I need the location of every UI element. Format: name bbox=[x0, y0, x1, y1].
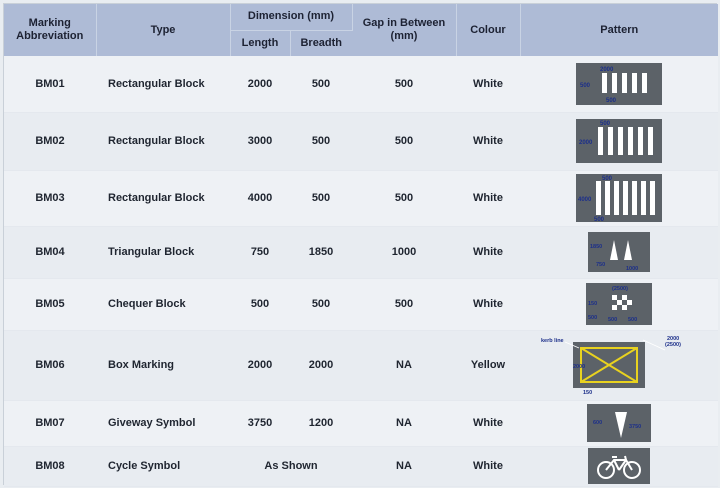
length-cell: 750 bbox=[230, 226, 290, 278]
dim-label: 600 bbox=[593, 420, 603, 426]
dim-label: 500 bbox=[588, 315, 598, 321]
length-cell: 3000 bbox=[230, 112, 290, 170]
abbr-cell: BM02 bbox=[4, 112, 96, 170]
header-colour: Colour bbox=[456, 4, 520, 56]
colour-cell: White bbox=[456, 226, 520, 278]
gap-cell: 500 bbox=[352, 170, 456, 226]
header-breadth: Breadth bbox=[290, 30, 352, 56]
dim-label: 500 bbox=[628, 317, 638, 323]
length-cell: 3750 bbox=[230, 400, 290, 446]
type-cell: Triangular Block bbox=[96, 226, 230, 278]
dim-label: 2000 bbox=[667, 336, 680, 342]
colour-cell: Yellow bbox=[456, 330, 520, 400]
header-dimension: Dimension (mm) bbox=[230, 4, 352, 30]
pattern-cell bbox=[520, 446, 718, 486]
pattern-cell bbox=[520, 400, 718, 446]
colour-cell: White bbox=[456, 56, 520, 112]
dim-label: 3750 bbox=[629, 424, 642, 430]
dim-label: 1000 bbox=[626, 266, 639, 272]
table-row bbox=[4, 278, 718, 330]
dim-label: 500 bbox=[608, 317, 618, 323]
dim-label: 150 bbox=[583, 390, 593, 396]
breadth-cell: 2000 bbox=[290, 330, 352, 400]
rectangular-block-5-pattern-icon bbox=[576, 63, 662, 105]
pattern-cell bbox=[520, 112, 718, 170]
colour-cell: White bbox=[456, 400, 520, 446]
kerb-line-label: kerb line bbox=[541, 338, 564, 344]
dim-label: 750 bbox=[596, 262, 606, 268]
gap-cell: NA bbox=[352, 400, 456, 446]
dim-label: 150 bbox=[588, 301, 598, 307]
length-cell: 2000 bbox=[230, 56, 290, 112]
breadth-cell: 500 bbox=[290, 170, 352, 226]
table-row bbox=[4, 446, 718, 486]
pattern-cell bbox=[520, 170, 718, 226]
abbr-cell: BM01 bbox=[4, 56, 96, 112]
road-marking-table bbox=[4, 4, 718, 487]
header-length: Length bbox=[230, 30, 290, 56]
dim-label: 500 bbox=[580, 82, 591, 89]
dimension-as-shown-cell: As Shown bbox=[230, 446, 352, 486]
dim-label: 2000 bbox=[600, 66, 614, 73]
colour-cell: White bbox=[456, 446, 520, 486]
pattern-cell bbox=[520, 278, 718, 330]
type-cell: Cycle Symbol bbox=[96, 446, 230, 486]
colour-cell: White bbox=[456, 278, 520, 330]
dim-label: (2500) bbox=[665, 342, 681, 348]
breadth-cell: 500 bbox=[290, 278, 352, 330]
colour-cell: White bbox=[456, 112, 520, 170]
dim-label: 2000 bbox=[579, 140, 593, 146]
table-row bbox=[4, 170, 718, 226]
triangular-block-pattern-icon bbox=[588, 232, 650, 272]
breadth-cell: 500 bbox=[290, 56, 352, 112]
breadth-cell: 1850 bbox=[290, 226, 352, 278]
table-row bbox=[4, 226, 718, 278]
type-cell: Rectangular Block bbox=[96, 170, 230, 226]
dim-label: 500 bbox=[600, 121, 611, 127]
length-cell: 500 bbox=[230, 278, 290, 330]
marking-table-sheet bbox=[3, 3, 717, 485]
abbr-cell: BM05 bbox=[4, 278, 96, 330]
table-row bbox=[4, 112, 718, 170]
gap-cell: 500 bbox=[352, 278, 456, 330]
type-cell: Rectangular Block bbox=[96, 56, 230, 112]
table-row bbox=[4, 400, 718, 446]
pattern-cell bbox=[520, 226, 718, 278]
dim-label: 500 bbox=[606, 97, 617, 104]
type-cell: Giveway Symbol bbox=[96, 400, 230, 446]
abbr-cell: BM08 bbox=[4, 446, 96, 486]
rectangular-block-6-pattern-icon bbox=[576, 119, 662, 163]
header-pattern: Pattern bbox=[520, 4, 718, 56]
header-type: Type bbox=[96, 4, 230, 56]
table-row bbox=[4, 56, 718, 112]
type-cell: Chequer Block bbox=[96, 278, 230, 330]
gap-cell: 500 bbox=[352, 56, 456, 112]
chequer-block-pattern-icon bbox=[586, 283, 652, 325]
dim-label: (2500) bbox=[612, 286, 628, 292]
type-cell: Rectangular Block bbox=[96, 112, 230, 170]
dim-label: 4000 bbox=[578, 197, 592, 203]
breadth-cell: 500 bbox=[290, 112, 352, 170]
box-marking-pattern-icon bbox=[539, 334, 699, 396]
length-cell: 2000 bbox=[230, 330, 290, 400]
pattern-cell bbox=[520, 330, 718, 400]
gap-cell: NA bbox=[352, 330, 456, 400]
type-cell: Box Marking bbox=[96, 330, 230, 400]
length-cell: 4000 bbox=[230, 170, 290, 226]
gap-cell: 1000 bbox=[352, 226, 456, 278]
abbr-cell: BM04 bbox=[4, 226, 96, 278]
abbr-cell: BM06 bbox=[4, 330, 96, 400]
header-gap: Gap in Between (mm) bbox=[352, 4, 456, 56]
breadth-cell: 1200 bbox=[290, 400, 352, 446]
dim-label: 500 bbox=[602, 176, 613, 182]
table-row bbox=[4, 330, 718, 400]
dim-label: 1850 bbox=[590, 244, 603, 250]
cycle-symbol-pattern-icon bbox=[588, 448, 650, 484]
header-abbreviation: Marking Abbreviation bbox=[4, 4, 96, 56]
pattern-cell bbox=[520, 56, 718, 112]
gap-cell: NA bbox=[352, 446, 456, 486]
dim-label: 500 bbox=[594, 217, 605, 222]
dim-label: 2000 bbox=[573, 364, 586, 370]
giveway-symbol-pattern-icon bbox=[587, 404, 651, 442]
colour-cell: White bbox=[456, 170, 520, 226]
abbr-cell: BM03 bbox=[4, 170, 96, 226]
abbr-cell: BM07 bbox=[4, 400, 96, 446]
gap-cell: 500 bbox=[352, 112, 456, 170]
rectangular-block-7-pattern-icon bbox=[576, 174, 662, 222]
